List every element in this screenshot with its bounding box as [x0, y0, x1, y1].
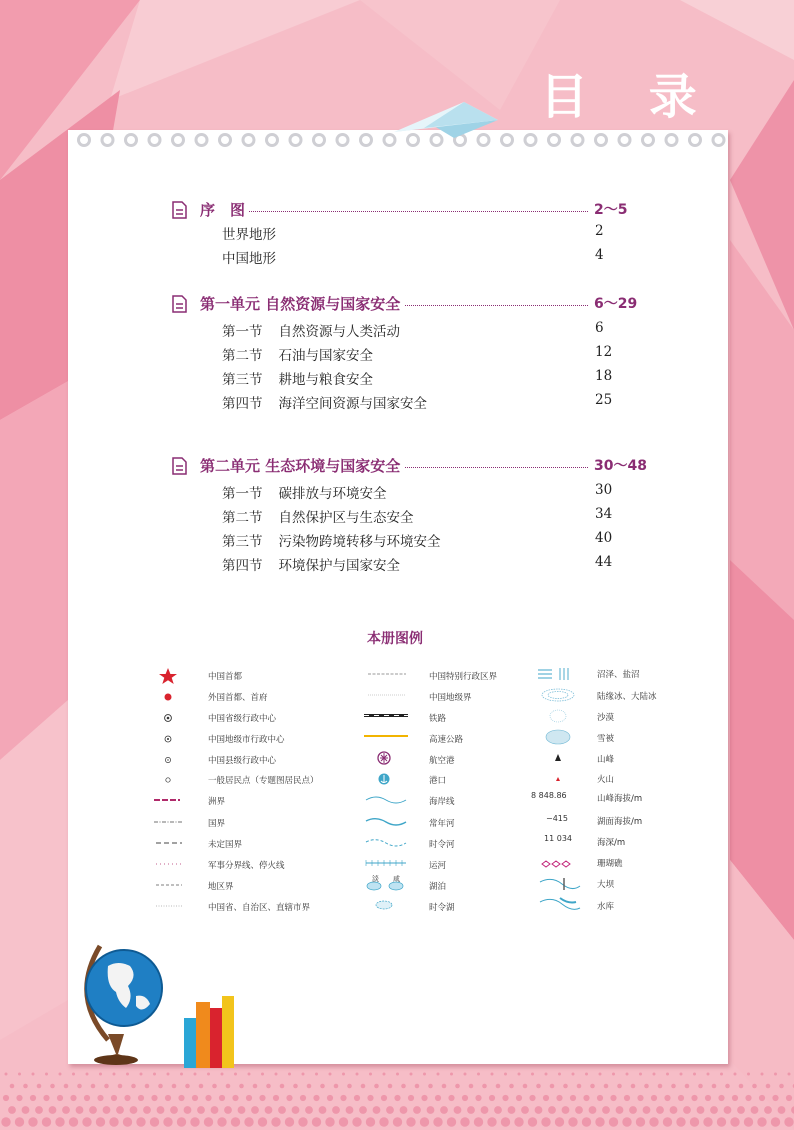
legend-item: 湖面海拔/m — [597, 817, 643, 827]
peak-elevation-sample: 8 848.86 — [531, 791, 567, 800]
toc-entry[interactable] — [222, 344, 373, 362]
legend-item: 中国地级市行政中心 — [208, 735, 285, 745]
toc-entry-page: 4 — [595, 247, 604, 263]
toc-unit-2[interactable] — [170, 455, 647, 477]
sea-depth-sample: 11 034 — [544, 834, 572, 843]
toc-entry-page: 40 — [595, 530, 613, 546]
legend-item: 海岸线 — [429, 797, 455, 807]
toc-entry[interactable] — [222, 223, 276, 241]
toc-entry-name: 自然资源与人类活动 — [278, 324, 400, 340]
toc-entry[interactable] — [222, 320, 400, 338]
toc-entry-name: 世界地形 — [222, 227, 276, 243]
globe-books-icon — [78, 936, 248, 1076]
legend-item: 中国省级行政中心 — [208, 714, 277, 724]
toc-entry-page: 6 — [595, 320, 604, 336]
lake-elevation-sample: −415 — [546, 814, 568, 823]
legend-item: 火山 — [597, 775, 615, 785]
toc-entry[interactable] — [222, 530, 441, 548]
toc-entry-section: 第二节 — [222, 348, 263, 364]
toc-entry-name: 污染物跨境转移与环境安全 — [278, 534, 441, 550]
legend-item: 陆缘冰、大陆冰 — [597, 692, 657, 702]
legend-item: 高速公路 — [429, 735, 464, 745]
toc-unit-title: 序 图 — [200, 199, 249, 220]
legend-item: 中国特别行政区界 — [429, 672, 498, 682]
toc-entry-section: 第三节 — [222, 534, 263, 550]
legend-item: 珊瑚礁 — [597, 859, 623, 869]
legend-item: 水库 — [597, 902, 615, 912]
toc-entry-page: 34 — [595, 506, 613, 522]
leader-dots — [200, 211, 588, 212]
toc-entry-section: 第一节 — [222, 486, 263, 502]
paper-plane-icon — [394, 98, 498, 140]
legend-item: 时令河 — [429, 840, 455, 850]
legend-item: 雪被 — [597, 734, 615, 744]
legend-item: 航空港 — [429, 756, 455, 766]
toc-entry-section: 第三节 — [222, 372, 263, 388]
foreign-capital-icon — [165, 694, 172, 701]
legend-item: 山峰海拔/m — [597, 794, 643, 804]
legend-item: 中国县级行政中心 — [208, 756, 277, 766]
toc-entry[interactable] — [222, 247, 276, 265]
toc-entry-section: 第四节 — [222, 396, 263, 412]
peak-icon — [555, 754, 561, 761]
toc-entry[interactable] — [222, 482, 387, 500]
document-icon — [170, 201, 188, 219]
legend-item: 一般居民点（专题图居民点） — [208, 776, 319, 786]
toc-entry[interactable] — [222, 368, 373, 386]
legend-item: 中国地级界 — [429, 693, 472, 703]
legend-item: 铁路 — [429, 714, 447, 724]
legend-item: 大坝 — [597, 880, 615, 890]
toc-unit-pages: 2～5 — [594, 202, 628, 218]
legend-item: 外国首都、首府 — [208, 693, 268, 703]
legend-item: 常年河 — [429, 819, 455, 829]
legend-item: 海深/m — [597, 838, 626, 848]
toc-entry-name: 耕地与粮食安全 — [278, 372, 373, 388]
toc-entry-page: 12 — [595, 344, 613, 360]
toc-entry[interactable] — [222, 506, 414, 524]
toc-entry-page: 2 — [595, 223, 604, 239]
lake-fresh-label: 淡 — [372, 875, 379, 883]
toc-entry-page: 30 — [595, 482, 613, 498]
legend-item: 湖泊 — [429, 882, 447, 892]
toc-unit-pages: 6～29 — [594, 296, 638, 312]
legend-item: 港口 — [429, 776, 447, 786]
legend-item: 沼泽、盐沼 — [597, 670, 640, 680]
capital-star-icon — [159, 668, 177, 684]
legend-item: 运河 — [429, 861, 447, 871]
legend-item: 山峰 — [597, 755, 615, 765]
toc-entry-section: 第二节 — [222, 510, 263, 526]
toc-unit-prologue[interactable] — [170, 199, 640, 221]
toc-entry-name: 碳排放与环境安全 — [278, 486, 387, 502]
lake-salt-label: 咸 — [393, 875, 400, 883]
document-icon — [170, 295, 188, 313]
legend-item: 洲界 — [208, 797, 226, 807]
toc-unit-title: 第一单元 自然资源与国家安全 — [200, 293, 404, 314]
toc-entry-name: 环境保护与国家安全 — [278, 558, 400, 574]
notebook-page — [68, 130, 728, 1064]
toc-entry[interactable] — [222, 554, 400, 572]
toc-entry-page: 18 — [595, 368, 613, 384]
document-icon — [170, 457, 188, 475]
volcano-icon — [556, 777, 560, 781]
toc-entry-name: 中国地形 — [222, 251, 276, 267]
legend-col3-symbols — [530, 664, 586, 916]
legend-item: 沙漠 — [597, 713, 615, 723]
legend-item: 军事分界线、停火线 — [208, 861, 285, 871]
legend-item: 时令湖 — [429, 903, 455, 913]
toc-entry-section: 第四节 — [222, 558, 263, 574]
page-title: 目 录 — [540, 69, 719, 125]
legend-item: 地区界 — [208, 882, 234, 892]
toc-entry[interactable] — [222, 392, 427, 410]
legend-item: 中国首都 — [208, 672, 243, 682]
legend-title: 本册图例 — [367, 631, 423, 647]
toc-entry-name: 海洋空间资源与国家安全 — [278, 396, 427, 412]
legend-item: 未定国界 — [208, 840, 243, 850]
legend-col2-symbols — [360, 666, 416, 916]
toc-unit-pages: 30～48 — [594, 458, 647, 474]
toc-entry-name: 自然保护区与生态安全 — [278, 510, 414, 526]
toc-entry-section: 第一节 — [222, 324, 263, 340]
legend-item: 中国省、自治区、直辖市界 — [208, 903, 311, 913]
toc-unit-1[interactable] — [170, 293, 640, 315]
toc-entry-name: 石油与国家安全 — [278, 348, 373, 364]
toc-unit-title: 第二单元 生态环境与国家安全 — [200, 455, 404, 476]
toc-entry-page: 44 — [595, 554, 613, 570]
legend-col1-symbols — [150, 666, 190, 916]
toc-entry-page: 25 — [595, 392, 613, 408]
legend-item: 国界 — [208, 819, 226, 829]
